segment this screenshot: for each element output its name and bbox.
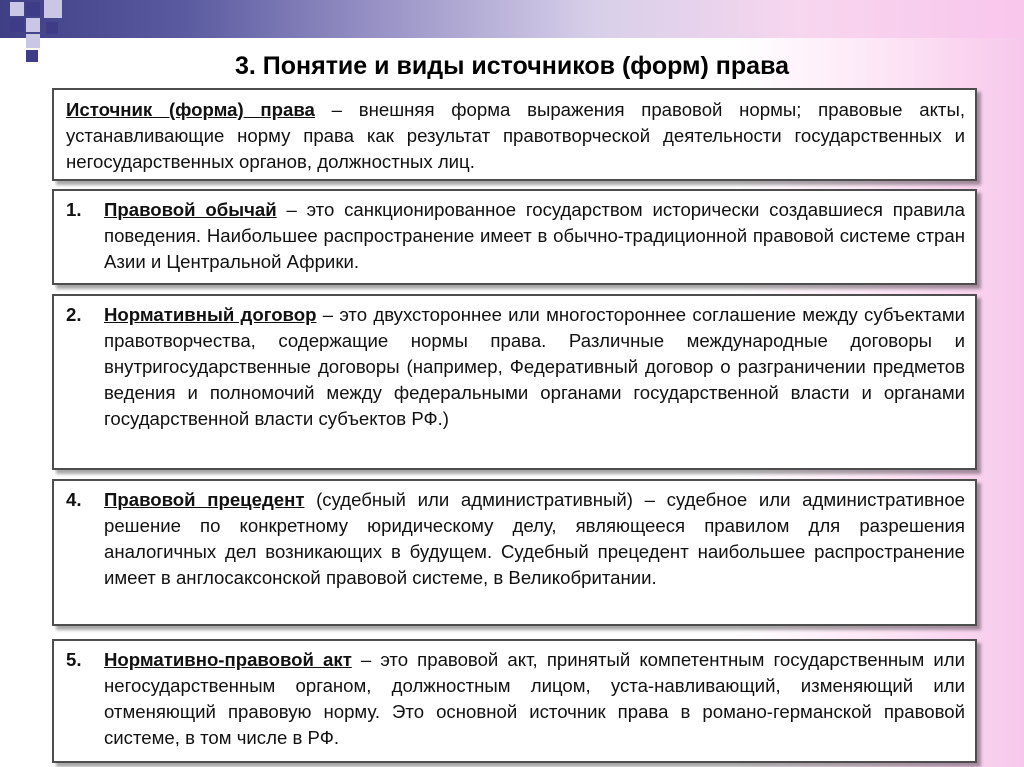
- item-text: – это двухстороннее или многостороннее соглашение между субъектами правотворчества, содержащие нормы права. Различные международные договоры и внутригосударственные договоры (например, Федеративный договор о разграничении предметов ведения и полномочий между федеральными органами государственной власти и органами государственной власти субъектов РФ.): [104, 304, 965, 429]
- item-term: Правовой обычай: [104, 199, 277, 220]
- item-body: [104, 487, 965, 624]
- item-number: 1.: [66, 199, 82, 220]
- item-number: 2.: [66, 304, 82, 325]
- item-text: – это санкционированное государством исторически создавшиеся правила поведения. Наибольшее распространение имеет в обычно-традиционной правовой системе стран Азии и Центральной Африки.: [104, 199, 965, 272]
- item-number: 5.: [66, 649, 82, 670]
- item-number: 4.: [66, 489, 82, 510]
- source-item-4: [52, 479, 977, 626]
- source-item-1: [52, 189, 977, 285]
- item-body: [104, 197, 965, 283]
- item-text: (судебный или административный) – судебное или административное решение по конкретному юридическому делу, являющееся правилом для разрешения аналогичных дел возникающих в будущем. Судебный прецедент наибольшее распространение имеет в англосаксонской правовой системе, в Великобритании.: [104, 489, 965, 588]
- source-item-5: [52, 639, 977, 763]
- item-term: Нормативно-правовой акт: [104, 649, 352, 670]
- item-text: – это правовой акт, принятый компетентным государственным или негосударственным органом, должностным лицом, уста-навливающий, изменяющий или отменяющий правовую норму. Это основной источник права в романо-германской правовой системе, в том числе в РФ.: [104, 649, 965, 748]
- item-body: [104, 302, 965, 468]
- definition-text: – внешняя форма выражения правовой нормы; правовые акты, устанавливающие норму права как результат правотворческой деятельности государственных и негосударственных органов, должностных лиц.: [66, 99, 965, 172]
- item-term: Правовой прецедент: [104, 489, 305, 510]
- definition-box: [52, 88, 977, 181]
- item-body: [104, 647, 965, 761]
- source-item-2: [52, 294, 977, 470]
- top-gradient-bar: [0, 0, 1024, 38]
- definition-term: Источник (форма) права: [66, 99, 315, 120]
- slide-title: 3. Понятие и виды источников (форм) права: [234, 52, 790, 80]
- item-term: Нормативный договор: [104, 304, 317, 325]
